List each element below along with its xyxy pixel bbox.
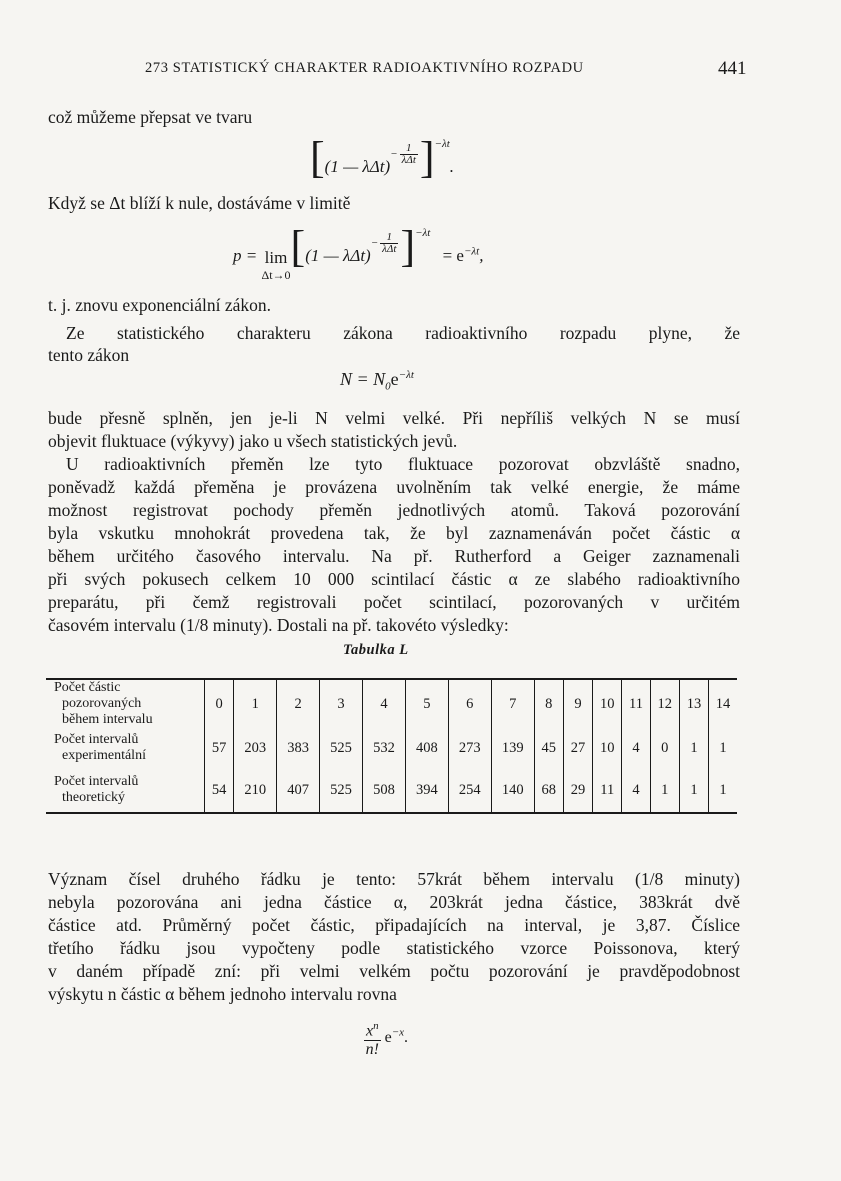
table-cell: 29 bbox=[563, 768, 592, 813]
eq2-rhs: = e bbox=[442, 246, 464, 265]
paragraph-radioactive-line: během určitého časového intervalu. Na př. Rutherford a Geiger zaznamenali bbox=[48, 546, 740, 566]
table-cell: 3 bbox=[320, 679, 363, 728]
table-cell: 139 bbox=[491, 728, 534, 768]
results-table bbox=[46, 678, 737, 814]
eq4-exp: −x bbox=[391, 1026, 405, 1039]
table-cell: 9 bbox=[563, 679, 592, 728]
eq1-base: (1 — λΔt) bbox=[324, 157, 391, 176]
table-cell: 1 bbox=[709, 768, 737, 813]
table-cell: 4 bbox=[363, 679, 406, 728]
table-cell: 407 bbox=[277, 768, 320, 813]
table-cell: 5 bbox=[405, 679, 448, 728]
table-cell: 394 bbox=[405, 768, 448, 813]
eq1-end: . bbox=[449, 157, 455, 176]
table-cell: 0 bbox=[205, 679, 234, 728]
eq3-exp: −λt bbox=[398, 369, 414, 381]
paragraph-radioactive-line: možnost registrovat pochody přeměn jednotlivých atomů. Taková pozorování bbox=[48, 500, 740, 520]
table-cell: 57 bbox=[205, 728, 234, 768]
eq2-exp-num: 1 bbox=[380, 232, 398, 244]
paragraph-radioactive-line: preparátu, při čemž registrovali počet scintilací, pozorovaných v určitém bbox=[48, 592, 740, 612]
paragraph-meaning-line: Význam čísel druhého řádku je tento: 57krát během intervalu (1/8 minuty) bbox=[48, 869, 740, 889]
row-label-text: Počet intervalů bbox=[54, 774, 139, 789]
eq1-exp-num: 1 bbox=[400, 143, 418, 155]
equation-1: [(1 — λΔt)$^{- \frac{1}{\text{λΔt}}}$ ]$^{-\lambda t}$. bbox=[310, 133, 455, 182]
table-cell: 12 bbox=[650, 679, 679, 728]
table-cell: 203 bbox=[234, 728, 277, 768]
table-cell: 1 bbox=[709, 728, 737, 768]
table-cell: 1 bbox=[679, 768, 708, 813]
eq4-e: e bbox=[384, 1028, 392, 1046]
table-cell: 508 bbox=[363, 768, 406, 813]
paragraph-statistical-line1: Ze statistického charakteru zákona radioaktivního rozpadu plyne, že bbox=[66, 323, 740, 343]
eq4-num: x bbox=[366, 1022, 374, 1040]
eq2-lim-sub: Δt→0 bbox=[261, 267, 291, 282]
row-label-text: během intervalu bbox=[62, 712, 153, 727]
table-cell: 140 bbox=[491, 768, 534, 813]
table-cell: 7 bbox=[491, 679, 534, 728]
paragraph-law: t. j. znovu exponenciální zákon. bbox=[48, 295, 272, 315]
eq2-lhs: p = bbox=[233, 246, 262, 265]
paragraph-radioactive-line: byla vskutku mnohokrát provedena tak, že byl zaznamenáván počet částic α bbox=[48, 523, 740, 543]
eq2-exp-den: λΔt bbox=[382, 243, 397, 256]
table-cell: 525 bbox=[320, 768, 363, 813]
paragraph-fluctuation-line2: objevit fluktuace (výkyvy) jako u všech statistických jevů. bbox=[48, 431, 458, 451]
eq2-rhs-exp: −λt bbox=[463, 245, 480, 258]
paragraph-meaning-line: třetího řádku jsou vypočteny podle statistického vzorce Poissonova, který bbox=[48, 938, 740, 958]
table-cell: 14 bbox=[709, 679, 737, 728]
table-caption: Tabulka L bbox=[343, 642, 409, 658]
paragraph-limit: Když se Δt blíží k nule, dostáváme v limitě bbox=[48, 193, 351, 213]
table-cell: 10 bbox=[593, 679, 622, 728]
row-label-text: pozorovaných bbox=[62, 696, 142, 711]
eq1-outer-exp: −λt bbox=[434, 138, 450, 151]
row-label-text: theoretický bbox=[62, 790, 125, 805]
table-cell: 273 bbox=[448, 728, 491, 768]
paragraph-radioactive-line: U radioaktivních přeměn lze tyto fluktuace pozorovat obzvláště snadno, bbox=[66, 454, 740, 474]
eq2-end: , bbox=[479, 246, 484, 265]
table-row bbox=[46, 768, 737, 813]
table-cell: 408 bbox=[405, 728, 448, 768]
eq3-lhs: N = N bbox=[340, 369, 386, 389]
paragraph-meaning-line: částice atd. Průměrný počet částic, připadajících na interval, je 3,87. Číslice bbox=[48, 915, 740, 935]
row-label-text: experimentální bbox=[62, 748, 146, 763]
table-cell: 1 bbox=[650, 768, 679, 813]
table-cell: 1 bbox=[679, 728, 708, 768]
table-cell: 4 bbox=[622, 728, 650, 768]
row-label-theoretical bbox=[46, 768, 205, 813]
table-cell: 0 bbox=[650, 728, 679, 768]
paragraph-meaning-line: nebyla pozorována ani jedna částice α, 203krát jedna částice, 383krát dvě bbox=[48, 892, 740, 912]
equation-3 bbox=[340, 369, 414, 393]
eq1-exp-den: λΔt bbox=[401, 154, 416, 167]
row-label-experimental bbox=[46, 728, 205, 768]
eq2-outer-exp: −λt bbox=[415, 227, 431, 240]
row-label-text: Počet intervalů bbox=[54, 732, 139, 747]
eq2-lim: lim bbox=[264, 247, 288, 267]
table-cell: 11 bbox=[622, 679, 650, 728]
table-row bbox=[46, 728, 737, 768]
eq4-end: . bbox=[404, 1028, 409, 1046]
table-cell: 2 bbox=[277, 679, 320, 728]
table-cell: 68 bbox=[534, 768, 563, 813]
table-cell: 11 bbox=[593, 768, 622, 813]
equation-2: p = lim Δt→0 [(1 — λΔt)$^{- \frac{1}{\text{λΔt}}}$ ]$^{-\lambda t} = e^{-\lambda t}$, bbox=[233, 222, 484, 282]
paragraph-radioactive-line: poněvadž každá přeměna je provázena uvolněním tak velké energie, že máme bbox=[48, 477, 740, 497]
paragraph-fluctuation-line1: bude přesně splněn, jen je-li N velmi velké. Při nepříliš velkých N se musí bbox=[48, 408, 740, 428]
table-cell: 1 bbox=[234, 679, 277, 728]
table-cell: 27 bbox=[563, 728, 592, 768]
table-cell: 383 bbox=[277, 728, 320, 768]
table-cell: 45 bbox=[534, 728, 563, 768]
table-cell: 525 bbox=[320, 728, 363, 768]
table-cell: 54 bbox=[205, 768, 234, 813]
table-cell: 4 bbox=[622, 768, 650, 813]
running-head: 273 STATISTICKÝ CHARAKTER RADIOAKTIVNÍHO ROZPADU bbox=[145, 60, 584, 76]
table-cell: 13 bbox=[679, 679, 708, 728]
table-cell: 210 bbox=[234, 768, 277, 813]
equation-4 bbox=[364, 1017, 408, 1059]
paragraph-radioactive-line: při svých pokusech celkem 10 000 scintilací částic α ze slabého radioaktivního bbox=[48, 569, 740, 589]
row-label-counts bbox=[46, 679, 205, 728]
eq3-sub: 0 bbox=[385, 380, 391, 393]
paragraph-meaning-last: výskytu n částic α během jednoho intervalu rovna bbox=[48, 984, 397, 1004]
table-row bbox=[46, 679, 737, 728]
eq2-base: (1 — λΔt) bbox=[305, 246, 371, 265]
paragraph-radioactive-line: časovém intervalu (1/8 minuty). Dostali na př. takovéto výsledky: bbox=[48, 615, 509, 635]
eq4-den: n! bbox=[365, 1041, 379, 1059]
table-cell: 6 bbox=[448, 679, 491, 728]
table-cell: 532 bbox=[363, 728, 406, 768]
eq3-e: e bbox=[390, 369, 399, 389]
paragraph-intro: což můžeme přepsat ve tvaru bbox=[48, 107, 253, 127]
row-label-text: Počet částic bbox=[54, 680, 121, 695]
table-cell: 10 bbox=[593, 728, 622, 768]
table-cell: 254 bbox=[448, 768, 491, 813]
page-number: 441 bbox=[718, 58, 747, 79]
eq4-num-exp: n bbox=[373, 1020, 379, 1032]
paragraph-meaning-line: v daném případě zní: při velmi velkém počtu pozorování je pravděpodobnost bbox=[48, 961, 740, 981]
paragraph-statistical-line2: tento zákon bbox=[48, 345, 130, 365]
table-cell: 8 bbox=[534, 679, 563, 728]
